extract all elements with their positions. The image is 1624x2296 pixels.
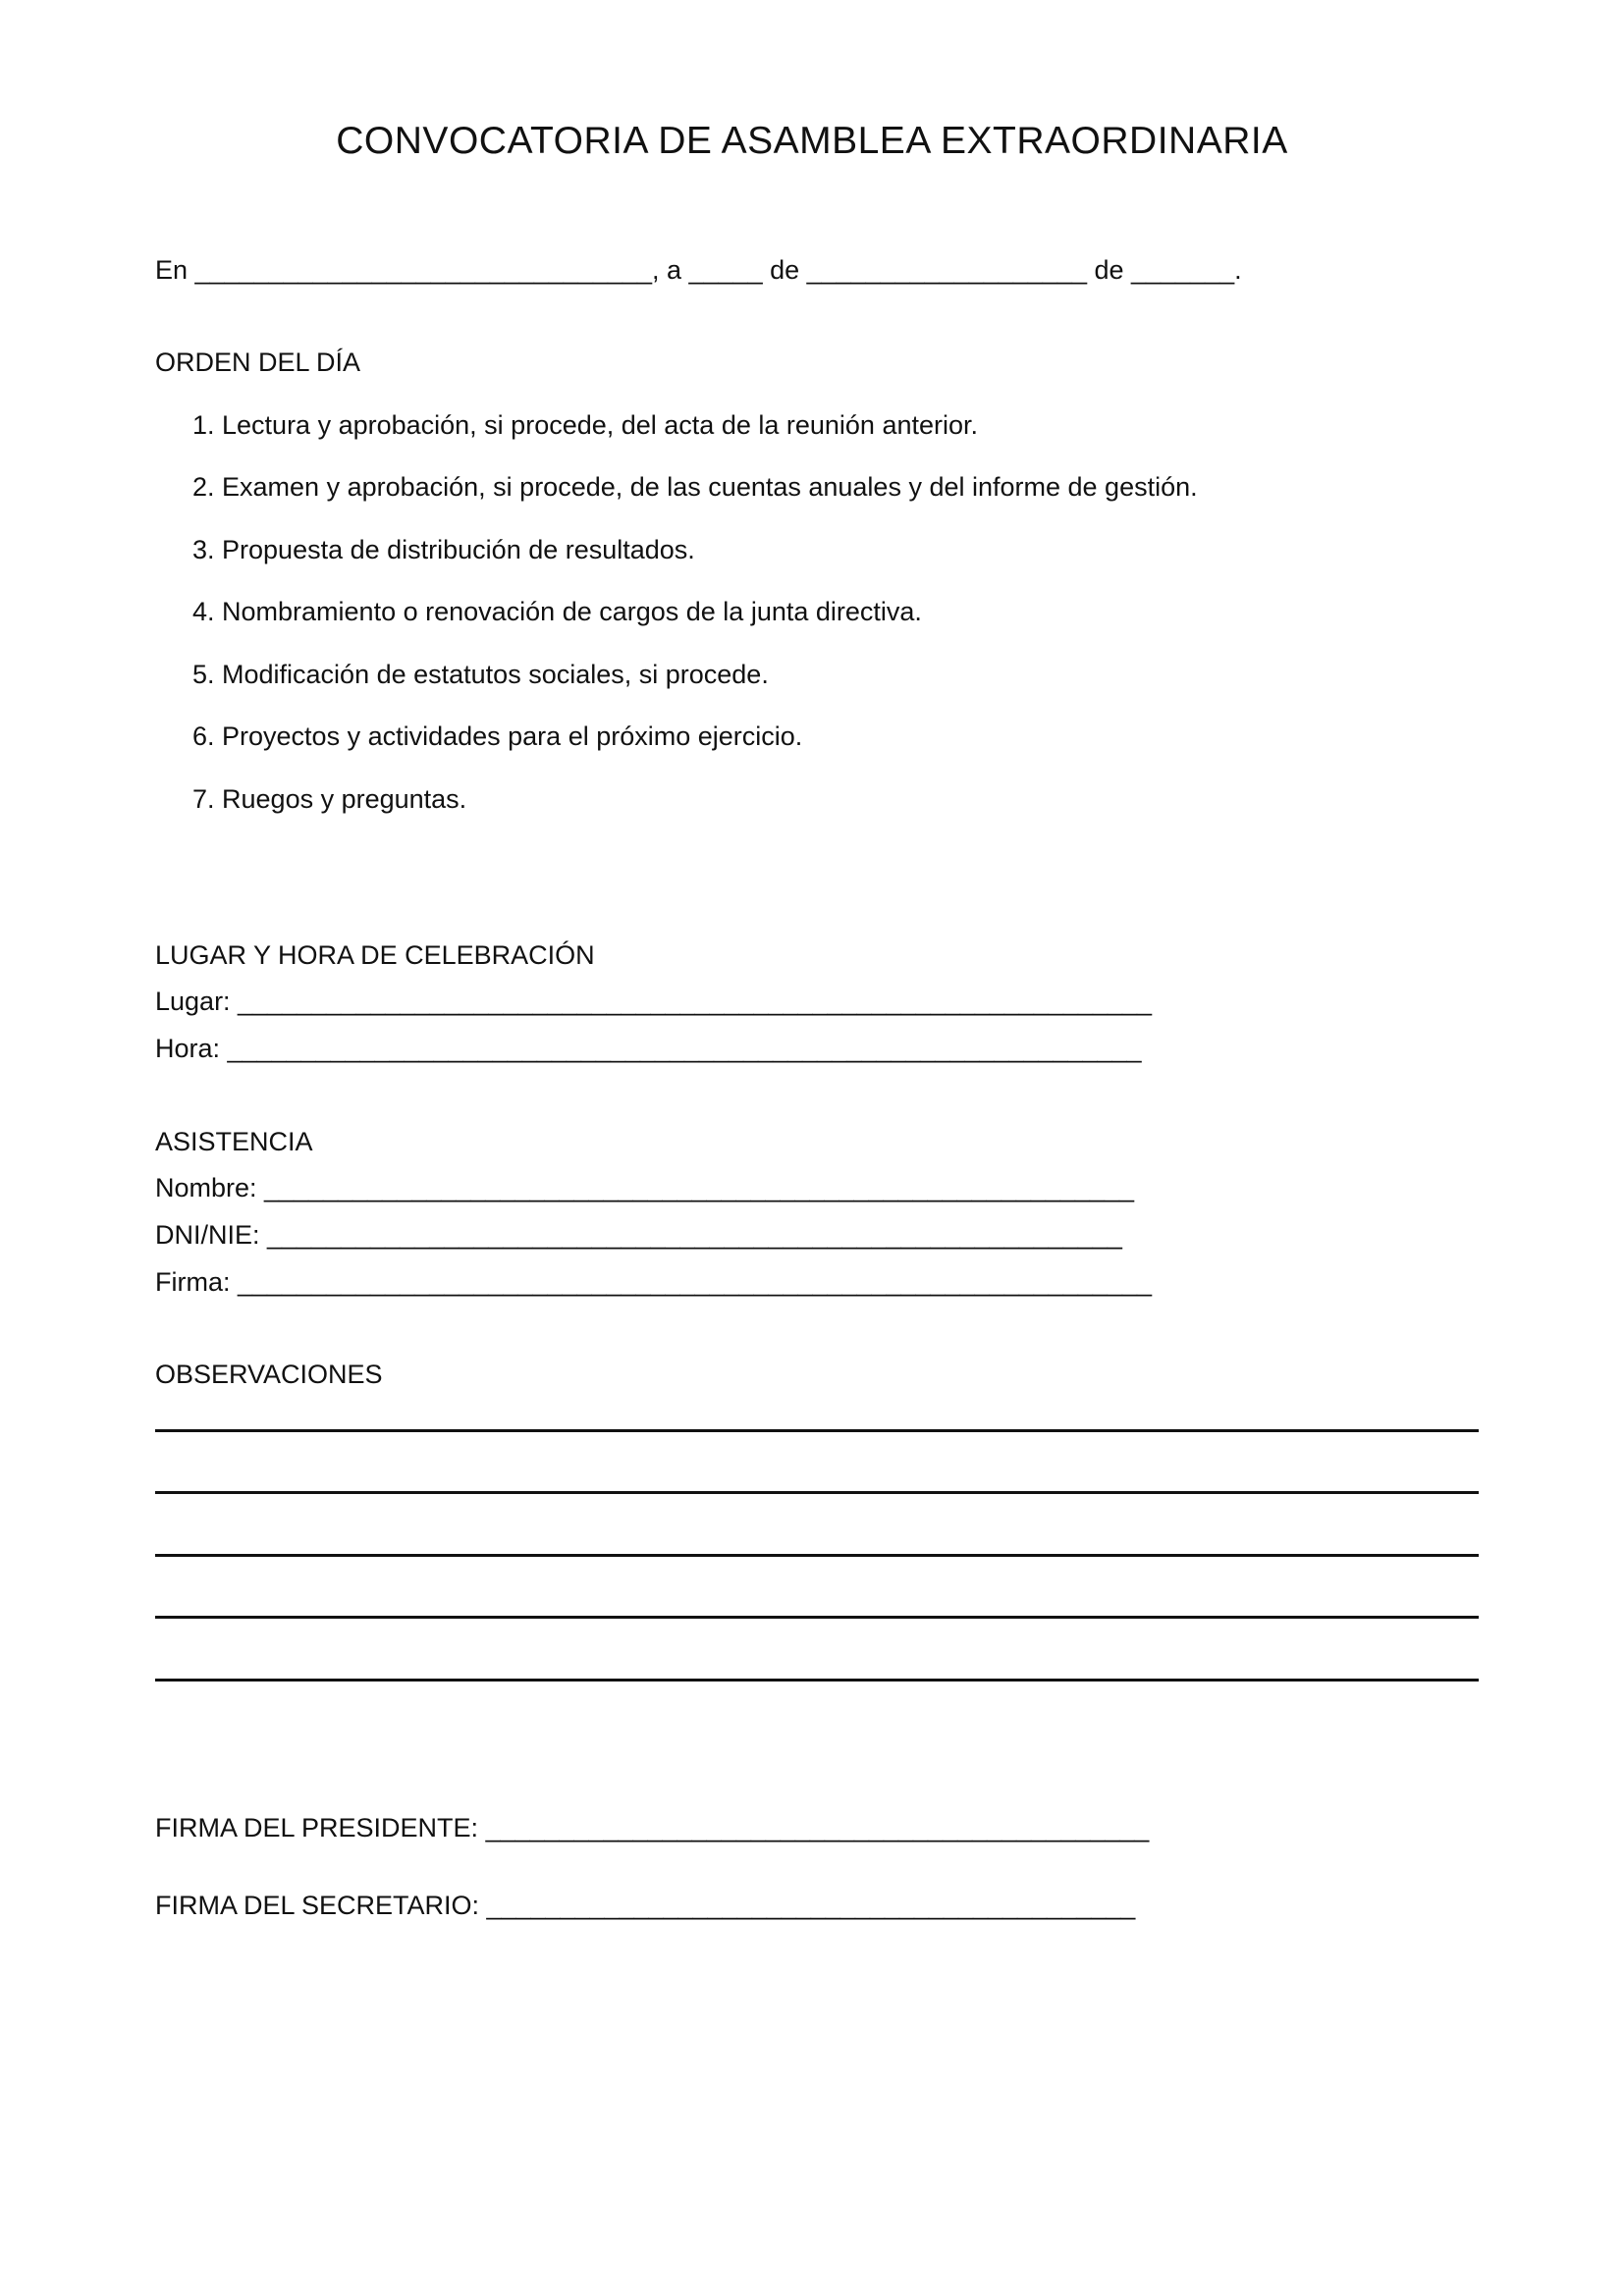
attendance-name-field[interactable]: Nombre: ___________________________________________________________ (155, 1173, 1134, 1202)
agenda-item: 6. Proyectos y actividades para el próximo ejercicio. (192, 721, 803, 751)
agenda-item: 3. Propuesta de distribución de resultados. (192, 535, 695, 564)
agenda-heading: ORDEN DEL DÍA (155, 347, 361, 377)
venue-time-field[interactable]: Hora: ______________________________________________________________ (155, 1034, 1142, 1063)
agenda-item: 5. Modificación de estatutos sociales, si procede. (192, 660, 769, 689)
observations-line[interactable] (155, 1491, 1479, 1494)
venue-heading: LUGAR Y HORA DE CELEBRACIÓN (155, 940, 595, 970)
attendance-signature-field[interactable]: Firma: ______________________________________________________________ (155, 1267, 1152, 1297)
agenda-item: 4. Nombramiento o renovación de cargos de la junta directiva. (192, 597, 922, 626)
agenda-item: 2. Examen y aprobación, si procede, de las cuentas anuales y del informe de gestión. (192, 472, 1198, 502)
venue-place-field[interactable]: Lugar: ______________________________________________________________ (155, 987, 1153, 1016)
secretary-signature-field[interactable]: FIRMA DEL SECRETARIO: ____________________________________________ (155, 1891, 1136, 1920)
attendance-id-field[interactable]: DNI/NIE: __________________________________________________________ (155, 1220, 1122, 1250)
agenda-item: 7. Ruegos y preguntas. (192, 784, 467, 814)
observations-line[interactable] (155, 1679, 1479, 1682)
attendance-heading: ASISTENCIA (155, 1127, 313, 1156)
president-signature-field[interactable]: FIRMA DEL PRESIDENTE: _____________________________________________ (155, 1813, 1150, 1842)
observations-line[interactable] (155, 1554, 1479, 1557)
date-place-line[interactable]: En _______________________________, a _____ de ___________________ de _______. (155, 255, 1242, 285)
observations-line[interactable] (155, 1429, 1479, 1432)
observations-line[interactable] (155, 1616, 1479, 1619)
document-title: CONVOCATORIA DE ASAMBLEA EXTRAORDINARIA (336, 120, 1288, 162)
agenda-item: 1. Lectura y aprobación, si procede, del acta de la reunión anterior. (192, 410, 979, 440)
observations-heading: OBSERVACIONES (155, 1360, 383, 1389)
